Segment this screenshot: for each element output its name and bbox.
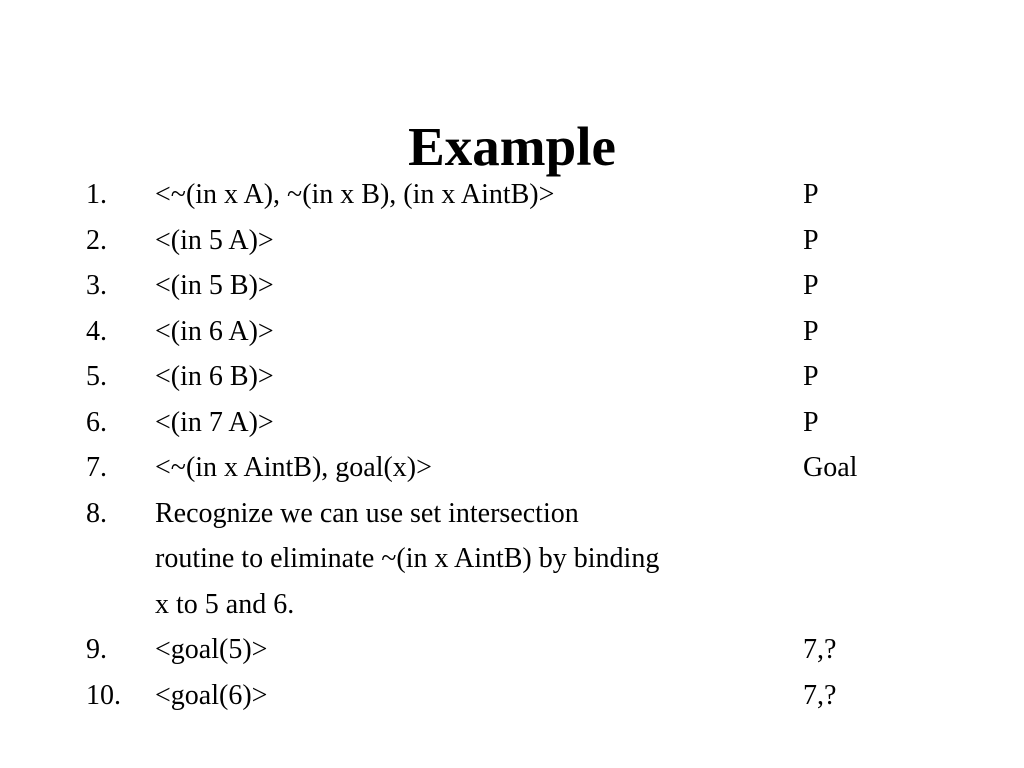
step-justification: P <box>803 315 819 347</box>
proof-step <box>0 218 1024 264</box>
step-number: 4. <box>86 315 107 347</box>
step-text: <(in 5 B)> <box>155 270 274 301</box>
step-number: 6. <box>86 406 107 438</box>
step-text-continuation: routine to eliminate ~(in x AintB) by binding <box>155 543 660 574</box>
slide-title: Example <box>408 115 616 177</box>
proof-step <box>0 673 1024 719</box>
step-number: 1. <box>86 179 107 210</box>
step-number: 9. <box>86 634 107 665</box>
step-justification: P <box>803 270 819 301</box>
step-number: 7. <box>86 452 107 483</box>
proof-step <box>0 627 1024 673</box>
step-justification: P <box>803 224 819 256</box>
step-text: <~(in x AintB), goal(x)> <box>155 452 432 483</box>
proof-step <box>0 491 1024 628</box>
proof-step <box>0 354 1024 400</box>
step-number: 10. <box>86 679 121 711</box>
step-text: Recognize we can use set intersection <box>155 497 579 529</box>
step-text: <goal(6)> <box>155 679 268 711</box>
step-number: 5. <box>86 361 107 392</box>
step-number: 2. <box>86 224 107 256</box>
step-number: 3. <box>86 270 107 301</box>
step-text: <(in 6 B)> <box>155 361 274 392</box>
proof-step <box>0 400 1024 446</box>
step-text-continuation: x to 5 and 6. <box>155 588 295 620</box>
step-text: <(in 6 A)> <box>155 315 274 347</box>
proof-step <box>0 445 1024 491</box>
step-text: <(in 7 A)> <box>155 406 274 438</box>
step-justification: P <box>803 406 819 438</box>
step-number: 8. <box>86 497 107 529</box>
step-text: <~(in x A), ~(in x B), (in x AintB)> <box>155 179 555 210</box>
step-justification: 7,? <box>803 679 837 711</box>
step-justification: Goal <box>803 452 858 483</box>
step-justification: P <box>803 179 819 210</box>
proof-steps-list <box>0 172 1024 718</box>
step-text: <(in 5 A)> <box>155 224 274 256</box>
step-text: <goal(5)> <box>155 634 268 665</box>
step-justification: 7,? <box>803 634 837 665</box>
proof-step <box>0 309 1024 355</box>
proof-step <box>0 263 1024 309</box>
step-justification: P <box>803 361 819 392</box>
proof-step <box>0 172 1024 218</box>
